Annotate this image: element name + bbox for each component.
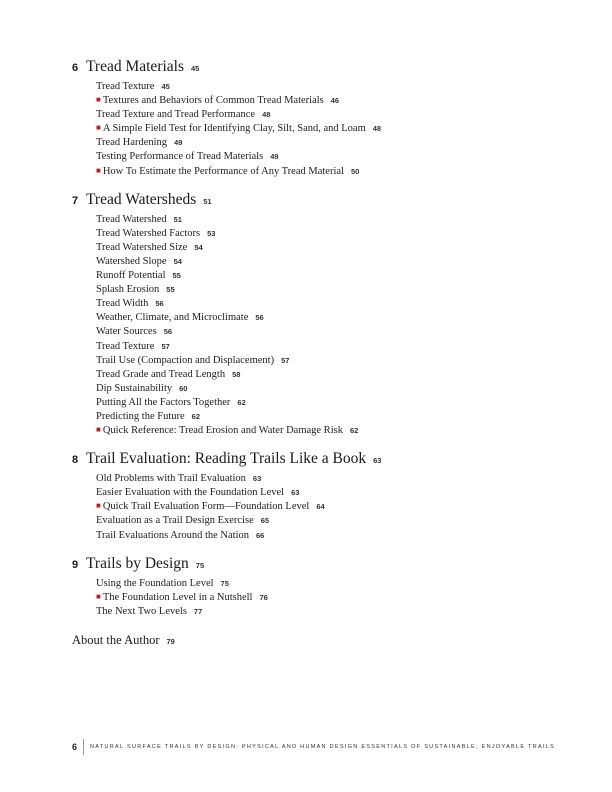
entry-page-number: 64 [316,502,325,512]
entry-list [96,472,572,542]
sidebar-feature-entry[interactable] [96,122,572,136]
entry-page-number: 56 [255,313,264,323]
entry-title: Old Problems with Trail Evaluation [96,473,246,485]
sidebar-feature-entry[interactable] [96,424,572,438]
chapter-number: 6 [72,62,79,74]
entry-page-number: 50 [350,166,360,176]
bullet-square-icon: ■ [96,165,101,175]
entry-title: Water Sources [96,326,157,338]
section-spacer [72,179,572,191]
chapter-title: Tread Materials [86,58,185,75]
entry-page-number: 48 [262,110,271,120]
entry-title: Dip Sustainability [96,382,173,394]
entry-page-number: 54 [194,242,203,252]
entry-page-number: 49 [174,138,183,148]
bullet-square-icon: ■ [96,95,101,105]
section-entry[interactable] [96,368,572,382]
section-entry[interactable] [96,269,572,283]
entry-page-number: 77 [193,606,203,616]
entry-title: Predicting the Future [96,410,185,422]
entry-list [96,213,572,439]
entry-page-number: 54 [173,256,182,266]
chapter-title: Trails by Design [86,554,189,572]
entry-page-number: 51 [173,214,182,224]
entry-page-number: 56 [155,299,164,309]
section-entry[interactable] [96,80,572,94]
table-of-contents [72,58,572,648]
section-entry[interactable] [96,514,572,528]
section-entry[interactable] [96,241,572,255]
section-entry[interactable] [96,150,572,164]
section-spacer [72,619,572,631]
entry-list [96,80,572,179]
entry-page-number: 55 [166,285,175,295]
section-entry[interactable] [96,529,572,543]
section-entry[interactable] [96,255,572,269]
chapter-heading[interactable] [72,450,572,472]
entry-title: The Next Two Levels [96,605,187,617]
section-entry[interactable] [96,605,572,619]
chapter-section [72,58,572,191]
section-entry[interactable] [96,396,572,410]
entry-title: Quick Trail Evaluation Form—Foundation Level [102,501,310,513]
section-entry[interactable] [96,136,572,150]
entry-title: Tread Watershed Size [96,241,188,253]
footer-running-title: NATURAL SURFACE TRAILS BY DESIGN: PHYSICAL AND HUMAN DESIGN ESSENTIALS OF SUSTAINABLE, ENJOYABLE TRAILS [90,744,556,750]
chapter-number: 8 [72,454,79,467]
entry-title: Putting All the Factors Together [96,396,231,408]
entry-page-number: 46 [330,96,340,106]
entry-title: Evaluation as a Trail Design Exercise [96,515,254,527]
section-spacer [72,438,572,450]
chapter-page-number: 51 [203,196,212,206]
entry-title: Tread Width [96,298,149,310]
entry-page-number: 53 [207,228,216,238]
chapter-page-number: 63 [373,456,382,466]
section-entry[interactable] [96,213,572,227]
footer-divider [83,739,84,755]
chapter-heading[interactable] [72,191,572,213]
sidebar-feature-entry[interactable] [96,591,572,605]
entry-title: Trail Evaluations Around the Nation [96,529,250,541]
entry-title: How To Estimate the Performance of Any Tread Material [102,165,344,177]
section-entry[interactable] [96,311,572,325]
chapter-heading[interactable] [72,58,572,80]
section-entry[interactable] [96,108,572,122]
about-title: About the Author [72,632,160,647]
chapter-heading[interactable] [72,555,572,577]
entry-title: Textures and Behaviors of Common Tread Materials [102,95,324,107]
entry-title: Tread Texture and Tread Performance [96,109,256,121]
bullet-square-icon: ■ [96,123,101,133]
entry-title: Testing Performance of Tread Materials [96,151,264,163]
section-entry[interactable] [96,410,572,424]
about-page-number: 79 [166,636,175,646]
bullet-square-icon: ■ [96,425,101,435]
entry-title: Splash Erosion [96,284,160,296]
entry-title: Tread Grade and Tread Length [96,368,226,380]
chapter-number: 9 [72,558,79,571]
entry-page-number: 49 [270,152,279,162]
chapter-title: Tread Watersheds [86,190,197,208]
section-entry[interactable] [96,382,572,396]
entry-title: Tread Texture [96,81,155,92]
entry-title: Tread Texture [96,340,155,352]
entry-title: Watershed Slope [96,255,167,267]
entry-page-number: 57 [281,355,290,365]
entry-title: Easier Evaluation with the Foundation Level [96,487,285,499]
entry-page-number: 58 [232,369,241,379]
entry-title: Trail Use (Compaction and Displacement) [96,354,275,366]
entry-title: The Foundation Level in a Nutshell [102,591,253,603]
chapter-section [72,191,572,451]
section-entry[interactable] [96,354,572,368]
sidebar-feature-entry[interactable] [96,165,572,179]
footer-page-number: 6 [72,742,78,752]
sidebar-feature-entry[interactable] [96,94,572,108]
entry-page-number: 48 [372,124,382,134]
entry-title: A Simple Field Test for Identifying Clay, Silt, Sand, and Loam [102,123,366,135]
entry-page-number: 63 [291,488,300,498]
chapter-section [72,555,572,631]
entry-title: Tread Watershed [96,213,167,225]
about-the-author-entry[interactable] [72,633,572,648]
section-entry[interactable] [96,472,572,486]
chapter-page-number: 45 [191,64,200,73]
bullet-square-icon: ■ [96,501,101,511]
entry-page-number: 56 [163,327,173,337]
section-entry[interactable] [96,297,572,311]
entry-page-number: 60 [179,383,188,393]
entry-page-number: 63 [252,474,262,484]
entry-page-number: 57 [161,341,170,351]
entry-page-number: 45 [161,82,170,91]
bullet-square-icon: ■ [96,591,101,601]
chapter-title: Trail Evaluation: Reading Trails Like a Book [86,450,367,468]
section-spacer [72,543,572,555]
entry-page-number: 62 [191,411,200,421]
entry-title: Using the Foundation Level [96,577,214,589]
section-entry[interactable] [96,577,572,591]
section-entry[interactable] [96,227,572,241]
section-entry[interactable] [96,325,572,339]
entry-page-number: 76 [259,592,268,602]
entry-page-number: 75 [220,578,229,588]
entry-title: Tread Watershed Factors [96,227,201,239]
entry-title: Weather, Climate, and Microclimate [96,312,249,324]
entry-page-number: 65 [260,516,270,526]
entry-page-number: 55 [172,271,181,281]
chapter-page-number: 75 [195,560,205,570]
entry-page-number: 62 [237,397,246,407]
entry-title: Tread Hardening [96,137,168,149]
chapter-section [72,450,572,554]
entry-page-number: 62 [349,426,359,436]
section-entry[interactable] [96,340,572,354]
sidebar-feature-entry[interactable] [96,500,572,514]
entry-title: Runoff Potential [96,270,166,282]
entry-list [96,577,572,619]
entry-title: Quick Reference: Tread Erosion and Water Damage Risk [102,425,343,437]
chapter-number: 7 [72,194,79,207]
entry-page-number: 66 [256,530,265,540]
section-entry[interactable] [96,283,572,297]
page-footer [72,739,555,755]
section-entry[interactable] [96,486,572,500]
